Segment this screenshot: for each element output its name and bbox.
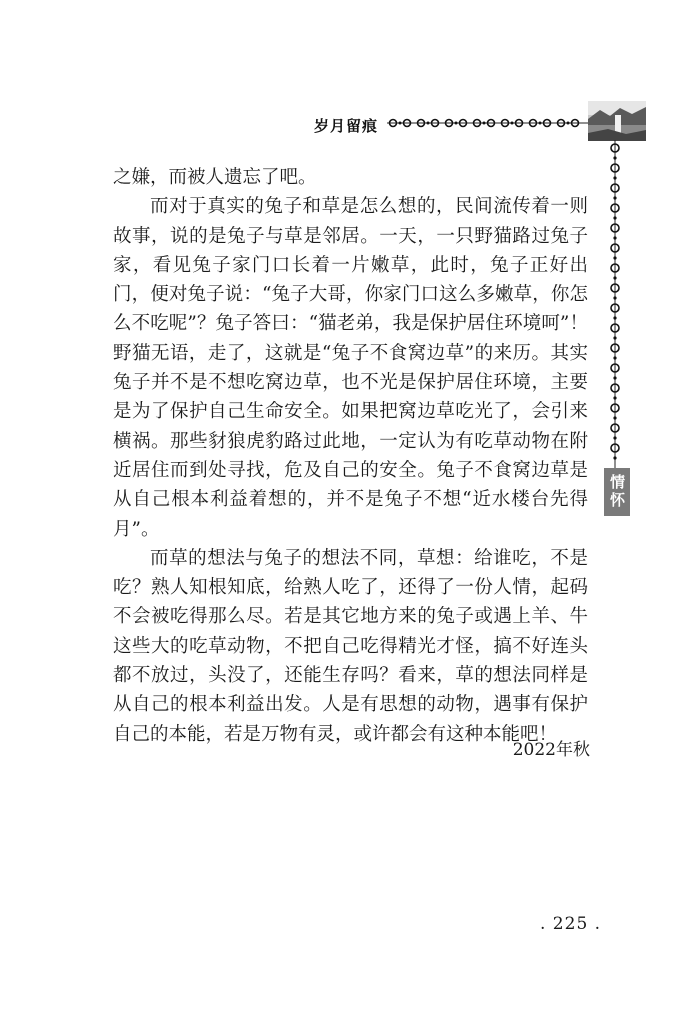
chapter-tab: 情怀 <box>604 468 630 516</box>
paragraph-continuation: 之嫌，而被人遗忘了吧。 <box>113 167 317 188</box>
paragraph-grass-view: 而草的想法与兔子的想法不同，草想：给谁吃，不是吃？熟人知根知底，给熟人吃了，还得了一份人情，起码不会被吃得那么尽。若是其它地方来的兔子或遇上羊、牛这些大的吃草动物，不把自己吃得精光才怪，搞不好连头都不放过，头没了，还能生存吗？看来，草的想法同样是从自己的根本利益出发。人是有思想的动物，遇事有保护自己的本能，若是万物有灵，或许都会有这种本能吧！ <box>113 547 588 745</box>
landscape-photo-icon <box>588 101 646 141</box>
page-number: . 225 . <box>540 914 602 934</box>
paragraph-rabbit-story: 而对于真实的兔子和草是怎么想的，民间流传着一则故事，说的是兔子与草是邻居。一天，一只野猫路过兔子家，看见兔子家门口长着一片嫩草，此时，兔子正好出门，便对兔子说：“兔子大哥，你家门口这么多嫩草，你怎么不吃呢”？兔子答曰：“猫老弟，我是保护居住环境呵”！野猫无语，走了，这就是“兔子不食窝边草”的来历。其实兔子并不是不想吃窝边草，也不光是保护居住环境，主要是为了保护自己生命安全。如果把窝边草吃光了，会引来横祸。那些豺狼虎豹路过此地，一定认为有吃草动物在附近居住而到处寻找，危及自己的安全。兔子不食窝边草是从自己根本利益着想的，并不是兔子不想“近水楼台先得月”。 <box>113 196 588 540</box>
article-body <box>113 163 588 749</box>
side-ornament <box>600 140 630 470</box>
section-title: 岁月留痕 <box>314 117 379 135</box>
date-signature: 2022年秋 <box>512 740 590 760</box>
header-ornament <box>387 115 589 131</box>
